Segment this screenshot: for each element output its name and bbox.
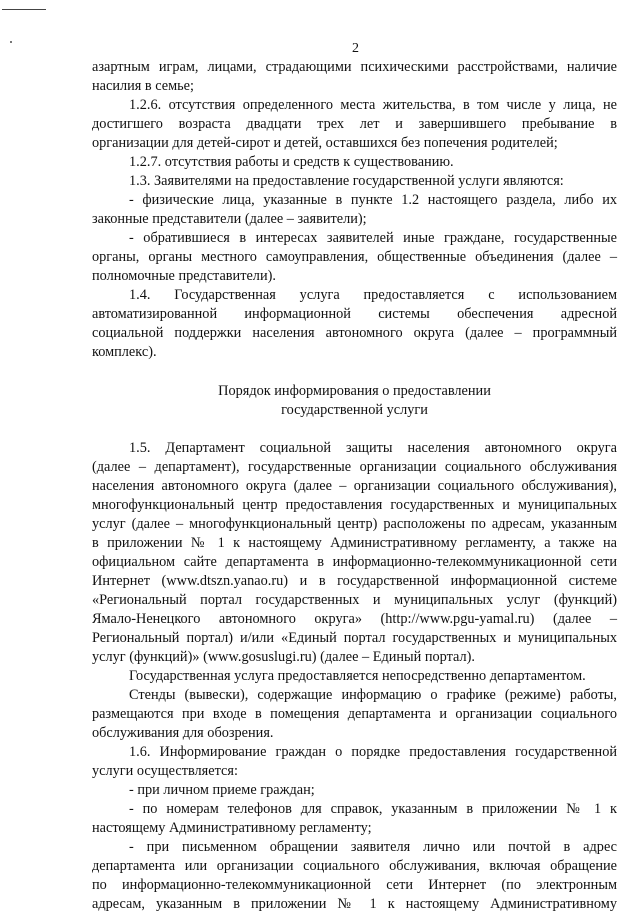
text-line: организации для детей-сирот и детей, оставшихся без попечения родителей; xyxy=(92,135,558,151)
page-number: 2 xyxy=(352,41,359,56)
scan-edge-mark xyxy=(2,9,46,10)
text-line: - по номерам телефонов для справок, указанным в приложении № 1 к xyxy=(129,801,617,817)
section-heading: Порядок информирования о предоставлении xyxy=(218,383,491,399)
text-line: достигшего возраста двадцати трех лет и завершившего пребывание в xyxy=(92,116,617,132)
text-line: 1.2.7. отсутствия работы и средств к существованию. xyxy=(129,154,454,170)
text-line: официальном сайте департамента в информационно-телекоммуникационной сети xyxy=(92,554,617,570)
document-body xyxy=(92,58,617,914)
text-line: услуг (функций)» (www.gosuslugi.ru) (далее – Единый портал). xyxy=(92,649,475,665)
spacer xyxy=(92,420,617,439)
text-line: населения автономного округа (далее – организации социального обслуживания), xyxy=(92,478,617,494)
text-line: - обратившиеся в интересах заявителей иные граждане, государственные xyxy=(129,230,617,246)
text-line: 1.4. Государственная услуга предоставляется с использованием xyxy=(129,287,617,303)
text-line: насилия в семье; xyxy=(92,78,195,94)
text-line: Интернет (www.dtszn.yanao.ru) и в государственной информационной системе xyxy=(92,573,617,589)
text-line: размещаются при входе в помещения департамента и организации социального xyxy=(92,706,617,722)
text-line: Стенды (вывески), содержащие информацию о графике (режиме) работы, xyxy=(129,687,617,703)
text-line: 1.6. Информирование граждан о порядке предоставления государственной xyxy=(129,744,617,760)
text-line: 1.3. Заявителями на предоставление государственной услуги являются: xyxy=(129,173,564,189)
text-line: Региональный портал) и/или «Единый портал государственных и муниципальных xyxy=(92,630,617,646)
text-line: (далее – департамент), государственные организации социального обслуживания xyxy=(92,459,617,475)
text-line: 1.5. Департамент социальной защиты населения автономного округа xyxy=(129,440,617,456)
text-line: Ямало-Ненецкого автономного округа» (http://www.pgu-yamal.ru) (далее – xyxy=(92,611,617,627)
spacer xyxy=(92,362,617,382)
text-line: услуг (далее – многофункциональный центр) расположены по адресам, указанным xyxy=(92,516,617,532)
text-line: услуги осуществляется: xyxy=(92,763,238,779)
text-line: «Региональный портал государственных и муниципальных услуг (функций) xyxy=(92,592,617,608)
text-line: автоматизированной информационной системы обеспечения адресной xyxy=(92,306,617,322)
text-line: 1.2.6. отсутствия определенного места жительства, в том числе у лица, не xyxy=(129,97,617,113)
text-line: - физические лица, указанные в пункте 1.2 настоящего раздела, либо их xyxy=(129,192,617,208)
text-line: в приложении № 1 к настоящему Административному регламенту, а также на xyxy=(92,535,617,551)
text-line: - при письменном обращении заявителя лично или почтой в адрес xyxy=(129,839,617,855)
section-heading: государственной услуги xyxy=(281,402,428,418)
text-line: адресам, указанным в приложении № 1 к настоящему Административному xyxy=(92,896,617,912)
text-line: азартным играм, лицами, страдающими психическими расстройствами, наличие xyxy=(92,59,617,75)
text-line: обслуживания для обозрения. xyxy=(92,725,274,741)
text-line: органы, органы местного самоуправления, общественные объединения (далее – xyxy=(92,249,617,265)
text-line: по информационно-телекоммуникационной сети Интернет (по электронным xyxy=(92,877,617,893)
text-line: законные представители (далее – заявители); xyxy=(92,211,367,227)
text-line: - при личном приеме граждан; xyxy=(129,782,315,798)
text-line: социальной поддержки населения автономного округа (далее – программный xyxy=(92,325,617,341)
text-line: департамента или организации социального обслуживания, включая обращение xyxy=(92,858,617,874)
text-line: комплекс). xyxy=(92,344,157,360)
text-line: Государственная услуга предоставляется непосредственно департаментом. xyxy=(129,668,586,684)
text-line: настоящему Административному регламенту; xyxy=(92,820,372,836)
text-line: полномочные представители). xyxy=(92,268,276,284)
text-line: многофункциональный центр предоставления государственных и муниципальных xyxy=(92,497,617,513)
